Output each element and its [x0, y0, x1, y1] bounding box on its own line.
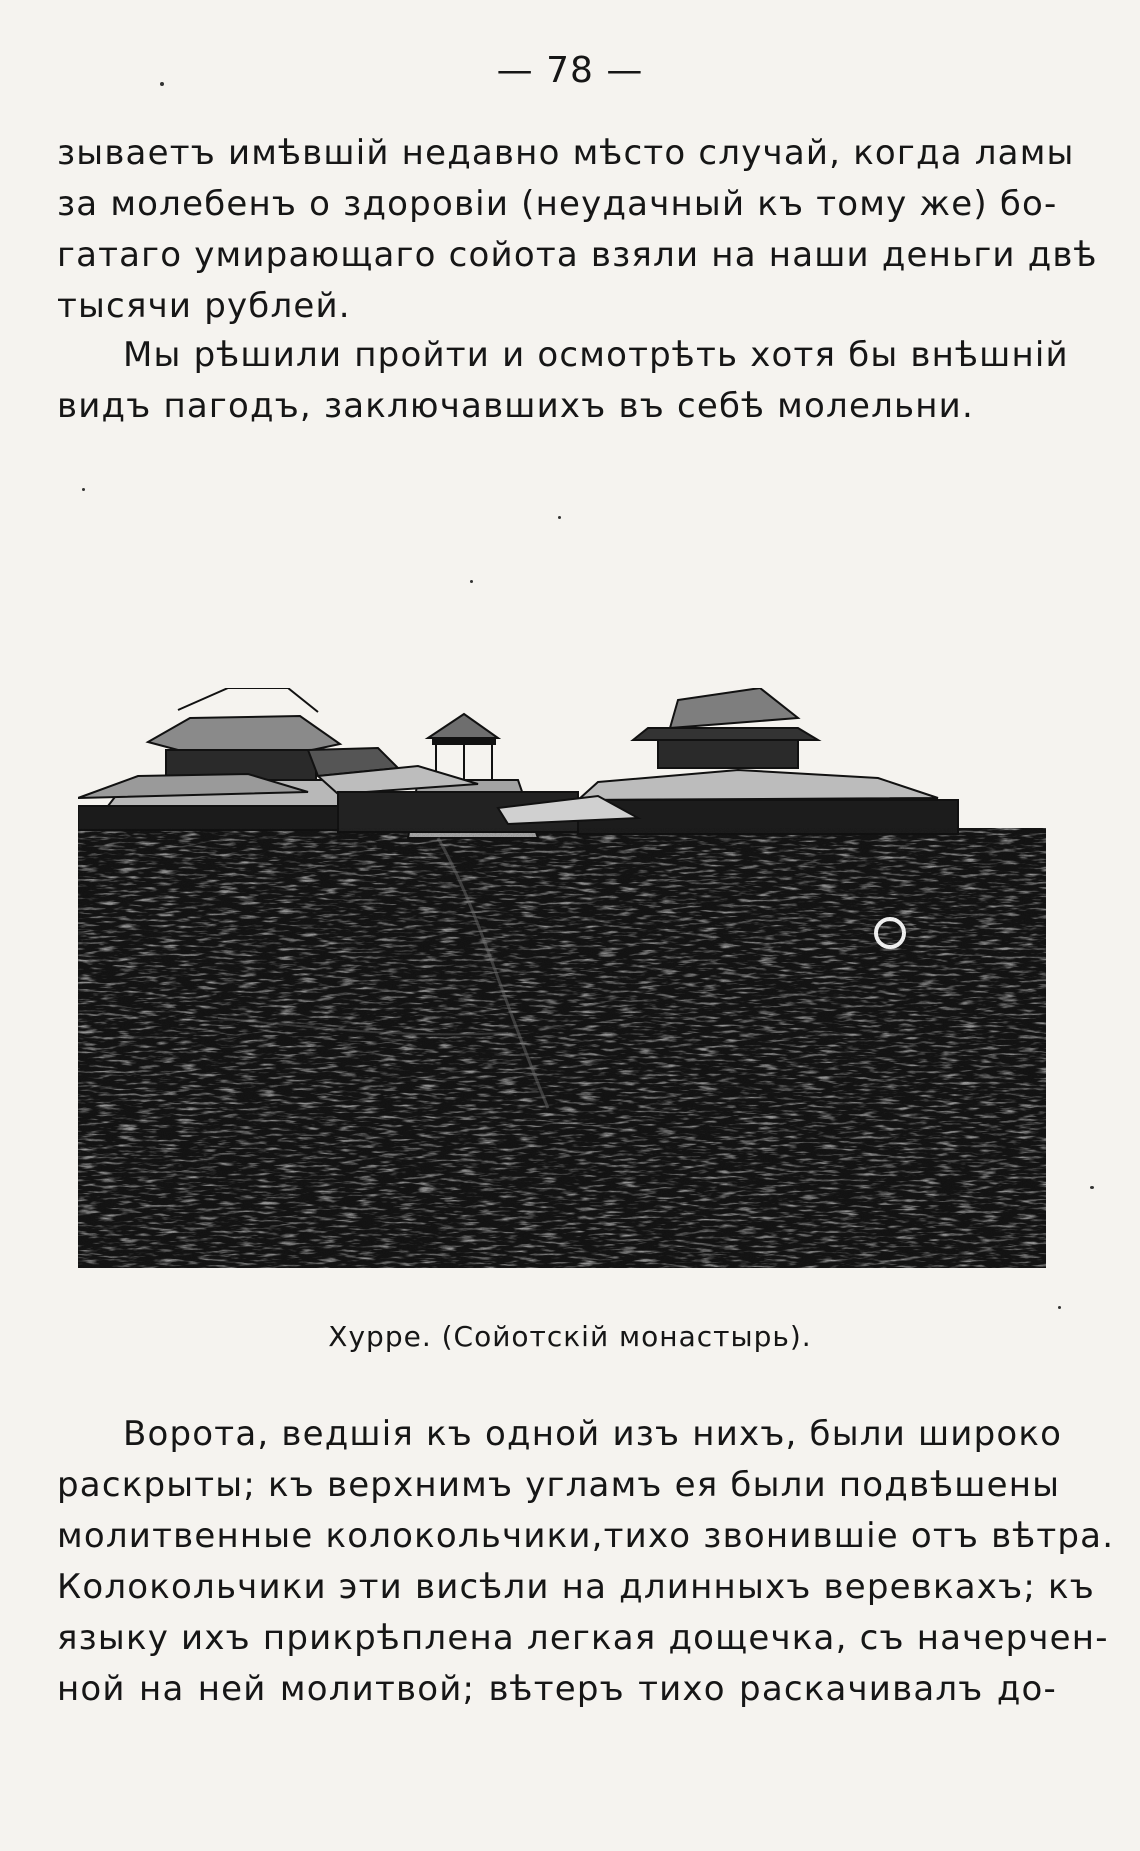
- print-speck: [1090, 1186, 1094, 1189]
- print-speck: [160, 82, 164, 86]
- text-line: видъ пагодъ, заключавшихъ въ себѣ молельни.: [57, 386, 974, 426]
- text-line: за молебенъ о здоровіи (неудачный къ тому же) бо-: [57, 184, 1058, 224]
- print-speck: [558, 516, 561, 519]
- figure-caption: Хурре. (Сойотскій монастырь).: [328, 1320, 812, 1353]
- text-line: Ворота, ведшія къ одной изъ нихъ, были широко: [123, 1414, 1063, 1454]
- text-line: гатаго умирающаго сойота взяли на наши деньги двѣ: [57, 235, 1098, 275]
- text-line: тысячи рублей.: [57, 286, 351, 326]
- text-line: языку ихъ прикрѣплена легкая дощечка, съ начерчен-: [57, 1618, 1109, 1658]
- text-line: зываетъ имѣвшій недавно мѣсто случай, когда ламы: [57, 133, 1075, 173]
- print-speck: [470, 580, 473, 583]
- text-line: Мы рѣшили пройти и осмотрѣть хотя бы внѣшній: [123, 335, 1069, 375]
- text-line: раскрыты; къ верхнимъ угламъ ея были подвѣшены: [57, 1465, 1061, 1505]
- monastery-photograph: [78, 688, 1046, 1268]
- paragraph-1: [57, 128, 1098, 332]
- paragraph-3: [57, 1409, 1115, 1715]
- page-number: — 78 —: [496, 50, 644, 91]
- text-line: Колокольчики эти висѣли на длинныхъ веревкахъ; къ: [57, 1567, 1095, 1607]
- paragraph-2: [57, 330, 1069, 432]
- print-speck: [82, 488, 85, 491]
- print-speck: [1058, 1306, 1061, 1309]
- text-line: ной на ней молитвой; вѣтеръ тихо раскачивалъ до-: [57, 1669, 1057, 1709]
- text-line: молитвенные колокольчики,тихо звонившіе отъ вѣтра.: [57, 1516, 1115, 1556]
